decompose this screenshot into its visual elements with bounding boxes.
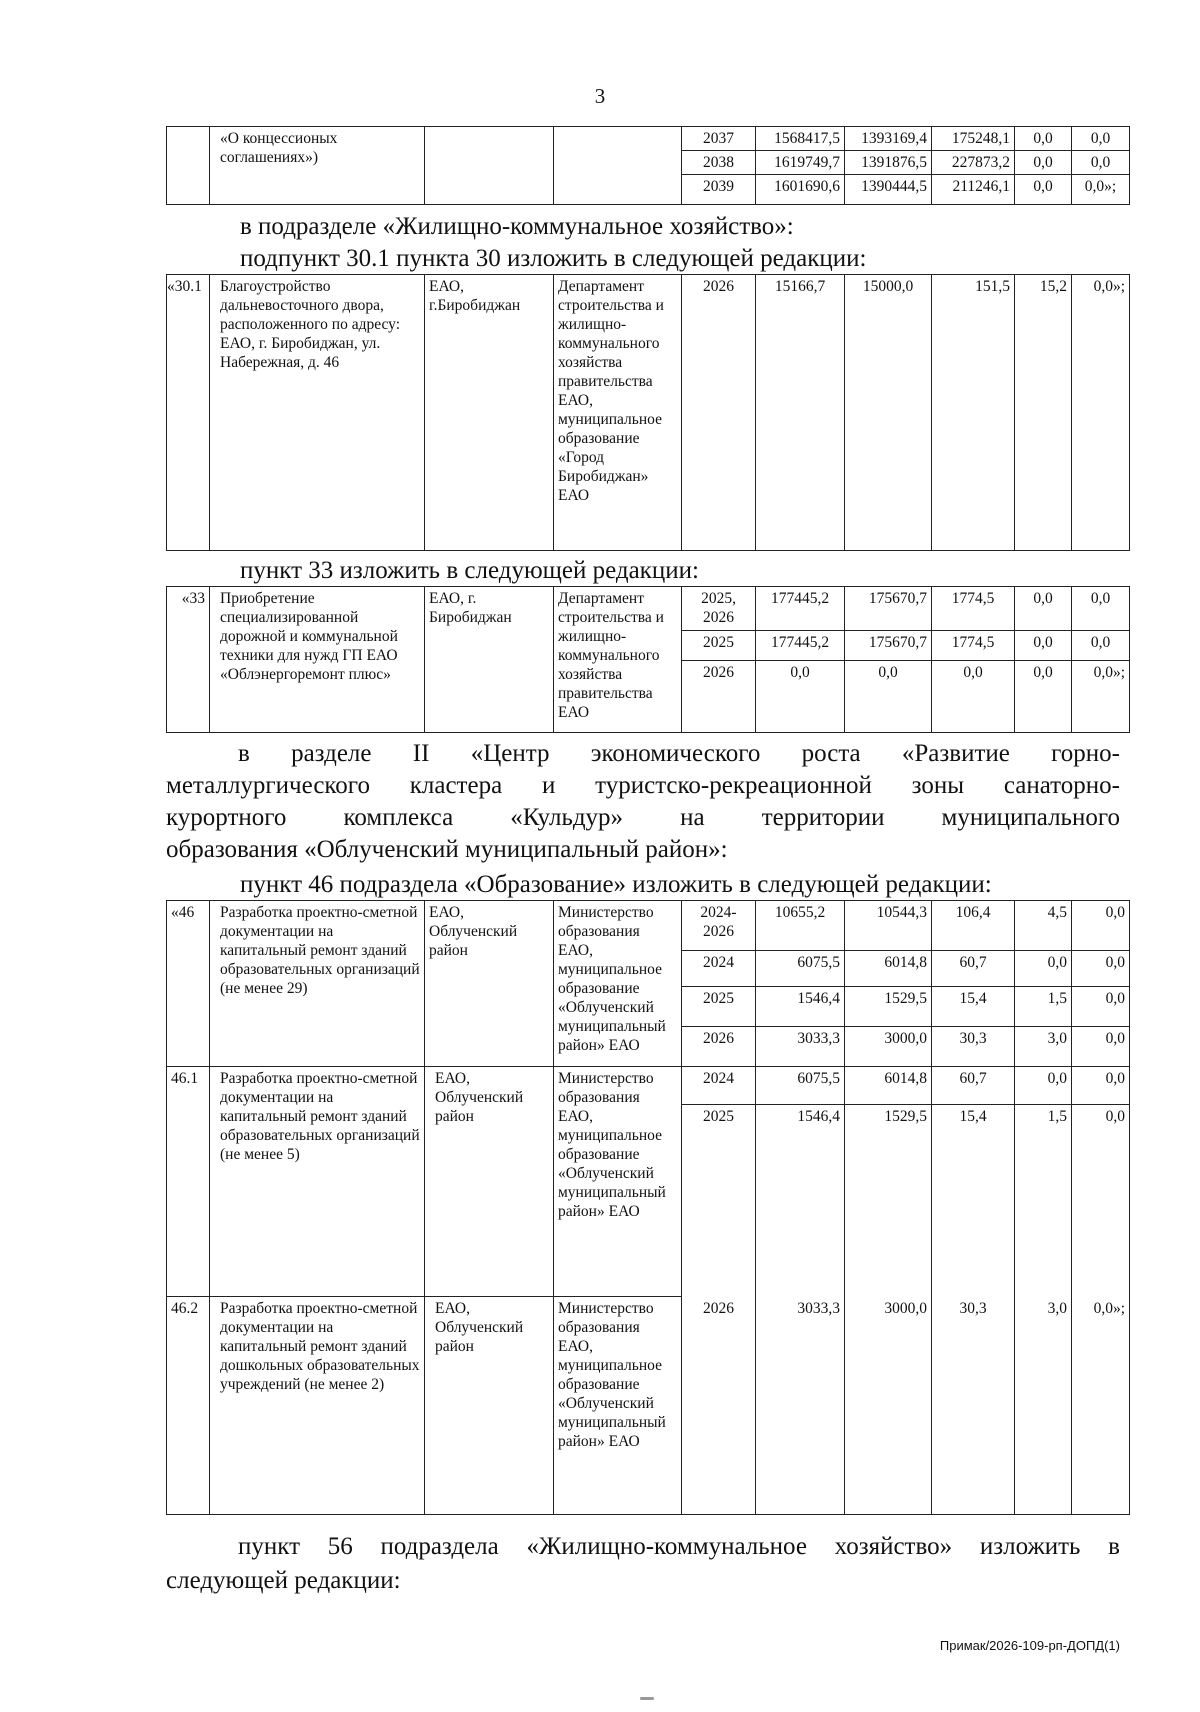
paragraph-line: в разделе II «Центр экономического роста «Развитие горно-	[238, 740, 1120, 767]
table-row: 2025 177445,2 175670,7 1774,5 0,0 0,0	[167, 631, 1130, 661]
paragraph-line: металлургического кластера и туристско-рекреационной зоны санаторно-	[166, 772, 1120, 799]
table-row: 46.1 Разработка проектно-сметной документации на капитальный ремонт зданий образовательных организаций (не менее 5) ЕАО, Облученский район Министерство образования ЕАО, муниципальное образование «Облученский муниципальный район» ЕАО 2024 6075,5 6014,8 60,7 0,0 0,0	[167, 1067, 1130, 1105]
instruction-paragraph: подпункт 30.1 пункта 30 изложить в следующей редакции:	[240, 245, 867, 272]
document-code-footer: Примак/2026-109-рп-ДОПД(1)	[939, 1638, 1120, 1653]
paragraph-line: пункт 56 подраздела «Жилищно-коммунальное хозяйство» изложить в	[238, 1533, 1120, 1560]
table-row: 46.2 Разработка проектно-сметной документации на капитальный ремонт зданий дошкольных образовательных учреждений (не менее 2) ЕАО, Облученский район Министерство образования ЕАО, муниципальное образование «Облученский муниципальный район» ЕАО 2026 3033,3 3000,0 30,3 3,0 0,0»;	[167, 1297, 1130, 1515]
table-row: 2025 1546,4 1529,5 15,4 1,5 0,0	[167, 1105, 1130, 1297]
table-row: 2039 1601690,6 1390444,5 211246,1 0,0 0,0»;	[167, 175, 1130, 205]
table-row: «30.1 Благоустройство дальневосточного двора, расположенного по адресу: ЕАО, г. Биробиджан, ул. Набережная, д. 46 ЕАО, г.Биробиджан Департамент строительства и жилищно-коммунального хозяйства правительства ЕАО, муниципальное образование «Город Биробиджан» ЕАО 2026 15166,7 15000,0 151,5 15,2 0,0»;	[167, 275, 1130, 551]
table-row: «О концессионых соглашениях») 2037 1568417,5 1393169,4 175248,1 0,0 0,0	[167, 127, 1130, 151]
paragraph-line: образования «Облученский муниципальный район»:	[166, 836, 728, 863]
paragraph-line: следующей редакции:	[166, 1567, 401, 1594]
table-concession	[166, 126, 1130, 205]
item-56-paragraph	[166, 1530, 1120, 1598]
section-paragraph: в подразделе «Жилищно-коммунальное хозяйство»:	[240, 213, 794, 240]
table-row: «46 Разработка проектно-сметной документации на капитальный ремонт зданий образовательных организаций (не менее 29) ЕАО, Облученский район Министерство образования ЕАО, муниципальное образование «Облученский муниципальный район» ЕАО 2024-2026 10655,2 10544,3 106,4 4,5 0,0	[167, 901, 1130, 951]
measure-name: «О концессионых соглашениях»)	[210, 127, 425, 205]
table-item-30-1	[166, 274, 1130, 551]
instruction-paragraph: пункт 33 изложить в следующей редакции:	[240, 557, 699, 584]
table-item-46	[166, 900, 1130, 1515]
table-item-33	[166, 586, 1130, 733]
table-row: 2026 0,0 0,0 0,0 0,0 0,0»;	[167, 661, 1130, 733]
scan-speck	[640, 1697, 654, 1700]
table-row: 2038 1619749,7 1391876,5 227873,2 0,0 0,0	[167, 151, 1130, 175]
table-row: 2025 1546,4 1529,5 15,4 1,5 0,0	[167, 987, 1130, 1027]
table-row: 2026 3033,3 3000,0 30,3 3,0 0,0	[167, 1027, 1130, 1067]
section-ii-paragraph	[166, 738, 1120, 866]
table-row: 2024 6075,5 6014,8 60,7 0,0 0,0	[167, 951, 1130, 987]
paragraph-line: курортного комплекса «Кульдур» на территории муниципального	[166, 804, 1120, 831]
table-row: «33 Приобретение специализированной дорожной и коммунальной техники для нужд ГП ЕАО «Облэнергоремонт плюс» ЕАО, г. Биробиджан Департамент строительства и жилищно-коммунального хозяйства правительства ЕАО 2025, 2026 177445,2 175670,7 1774,5 0,0 0,0	[167, 587, 1130, 631]
page-number: 3	[594, 84, 606, 108]
instruction-paragraph: пункт 46 подраздела «Образование» изложить в следующей редакции:	[240, 871, 992, 898]
